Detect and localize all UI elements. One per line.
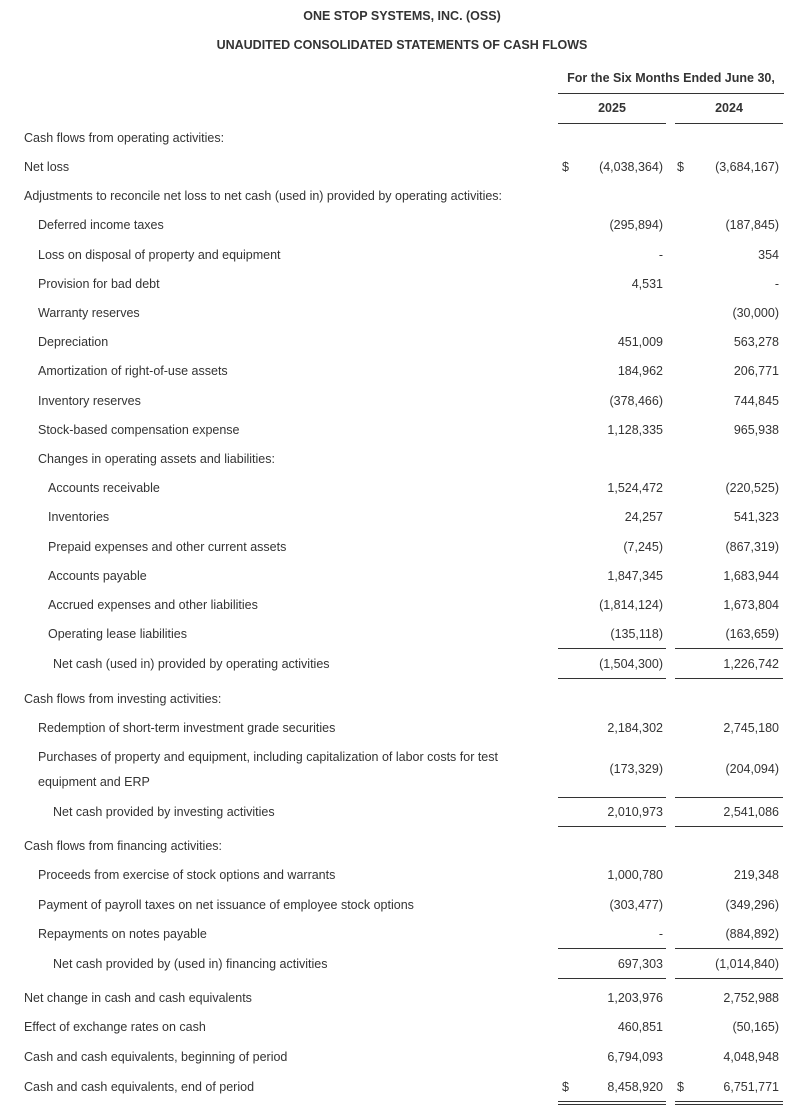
row-label: Net loss xyxy=(24,160,70,174)
row-label: Effect of exchange rates on cash xyxy=(24,1020,206,1034)
value-2025: 1,524,472 xyxy=(607,481,663,495)
value-2024: (50,165) xyxy=(732,1020,779,1034)
table-row xyxy=(0,895,794,915)
value-2025: 1,000,780 xyxy=(607,868,663,882)
table-row xyxy=(0,478,794,498)
value-2025: (303,477) xyxy=(609,898,663,912)
value-2025: - xyxy=(658,927,663,941)
table-row xyxy=(0,802,794,822)
row-label: Net cash (used in) provided by operating activities xyxy=(53,657,330,671)
currency-symbol: $ xyxy=(677,160,684,174)
table-row xyxy=(0,1047,794,1067)
row-label: Proceeds from exercise of stock options and warrants xyxy=(38,868,336,882)
value-2025: 1,128,335 xyxy=(607,423,663,437)
row-label: Changes in operating assets and liabilities: xyxy=(38,452,275,466)
table-row xyxy=(0,274,794,294)
subtotal-rule xyxy=(558,797,666,798)
value-2024: 2,745,180 xyxy=(723,721,779,735)
table-row xyxy=(0,537,794,557)
value-2024: (1,014,840) xyxy=(715,957,779,971)
table-row xyxy=(0,332,794,352)
value-2025: (1,814,124) xyxy=(599,598,663,612)
grand-total-rule xyxy=(675,1101,783,1102)
table-row xyxy=(0,449,794,469)
value-2024: 1,683,944 xyxy=(723,569,779,583)
value-2024: (884,892) xyxy=(725,927,779,941)
value-2024: (163,659) xyxy=(725,627,779,641)
table-row xyxy=(0,954,794,974)
value-2024: - xyxy=(774,277,779,291)
value-2024: 563,278 xyxy=(733,335,779,349)
value-2025: 8,458,920 xyxy=(607,1080,663,1094)
table-row xyxy=(0,924,794,944)
currency-symbol: $ xyxy=(562,160,569,174)
currency-symbol: $ xyxy=(677,1080,684,1094)
row-label: Inventories xyxy=(48,510,110,524)
period-header: For the Six Months Ended June 30, xyxy=(567,71,775,85)
row-label: Loss on disposal of property and equipment xyxy=(38,248,281,262)
column-header-2024: 2024 xyxy=(715,101,743,115)
company-name: ONE STOP SYSTEMS, INC. (OSS) xyxy=(303,9,501,23)
value-2024: (30,000) xyxy=(732,306,779,320)
value-2024: 1,226,742 xyxy=(723,657,779,671)
value-2025: (135,118) xyxy=(610,627,663,641)
value-2024: 541,323 xyxy=(733,510,779,524)
value-2024: (187,845) xyxy=(725,218,779,232)
row-label: Accounts payable xyxy=(48,569,147,583)
row-label: Adjustments to reconcile net loss to net cash (used in) provided by operating activities: xyxy=(24,189,503,203)
row-label: Net change in cash and cash equivalents xyxy=(24,991,252,1005)
value-2024: 206,771 xyxy=(733,364,779,378)
row-label: Redemption of short-term investment grade securities xyxy=(38,721,336,735)
table-row xyxy=(0,157,794,177)
total-rule xyxy=(675,978,783,979)
row-label: Accrued expenses and other liabilities xyxy=(48,598,258,612)
table-row xyxy=(0,361,794,381)
value-2024: 4,048,948 xyxy=(723,1050,779,1064)
value-2025: (295,894) xyxy=(609,218,663,232)
value-2025: 460,851 xyxy=(617,1020,663,1034)
table-row xyxy=(0,1017,794,1037)
table-row xyxy=(0,128,794,148)
value-2025: 6,794,093 xyxy=(607,1050,663,1064)
table-row xyxy=(0,245,794,265)
subtotal-rule xyxy=(558,948,666,949)
value-2024: 219,348 xyxy=(733,868,779,882)
row-label: Deferred income taxes xyxy=(38,218,164,232)
grand-total-rule xyxy=(558,1104,666,1105)
grand-total-rule xyxy=(558,1101,666,1102)
row-label: Depreciation xyxy=(38,335,109,349)
table-row xyxy=(0,654,794,674)
row-label: Cash flows from operating activities: xyxy=(24,131,225,145)
table-row xyxy=(0,1077,794,1097)
table-row xyxy=(0,718,794,738)
table-row xyxy=(0,865,794,885)
value-2024: (867,319) xyxy=(725,540,779,554)
row-label: Repayments on notes payable xyxy=(38,927,207,941)
row-label: Stock-based compensation expense xyxy=(38,423,240,437)
value-2024: 744,845 xyxy=(733,394,779,408)
row-label-continued: equipment and ERP xyxy=(38,775,150,789)
row-label: Net cash provided by investing activities xyxy=(53,805,275,819)
row-label: Net cash provided by (used in) financing activities xyxy=(53,957,328,971)
table-row xyxy=(0,303,794,323)
table-row xyxy=(0,420,794,440)
table-row xyxy=(0,624,794,644)
header-rule xyxy=(558,93,784,94)
row-label: Warranty reserves xyxy=(38,306,140,320)
table-row xyxy=(0,988,794,1008)
row-label: Cash flows from financing activities: xyxy=(24,839,222,853)
value-2025: 697,303 xyxy=(617,957,663,971)
total-rule xyxy=(675,826,783,827)
value-2025: (378,466) xyxy=(609,394,663,408)
total-rule xyxy=(558,978,666,979)
value-2025: 24,257 xyxy=(624,510,663,524)
row-label: Inventory reserves xyxy=(38,394,141,408)
row-label: Cash and cash equivalents, beginning of period xyxy=(24,1050,288,1064)
column-rule-2024 xyxy=(675,123,783,124)
column-header-2025: 2025 xyxy=(598,101,626,115)
subtotal-rule xyxy=(675,648,783,649)
row-label: Amortization of right-of-use assets xyxy=(38,364,228,378)
value-2025: 184,962 xyxy=(617,364,663,378)
value-2025: - xyxy=(658,248,663,262)
value-2025: (173,329) xyxy=(609,762,663,776)
total-rule xyxy=(675,678,783,679)
value-2024: (220,525) xyxy=(725,481,779,495)
table-row xyxy=(0,566,794,586)
value-2024: 2,752,988 xyxy=(723,991,779,1005)
value-2024: 965,938 xyxy=(733,423,779,437)
table-row xyxy=(0,391,794,411)
statement-title: UNAUDITED CONSOLIDATED STATEMENTS OF CASH FLOWS xyxy=(216,38,588,52)
row-label: Purchases of property and equipment, including capitalization of labor costs for test xyxy=(38,750,498,764)
row-label: Operating lease liabilities xyxy=(48,627,187,641)
value-2025: 451,009 xyxy=(617,335,663,349)
table-row xyxy=(0,836,794,856)
subtotal-rule xyxy=(675,797,783,798)
value-2025: (4,038,364) xyxy=(599,160,663,174)
row-label: Cash and cash equivalents, end of period xyxy=(24,1080,255,1094)
value-2024: (3,684,167) xyxy=(715,160,779,174)
table-row xyxy=(0,689,794,709)
column-rule-2025 xyxy=(558,123,666,124)
total-rule xyxy=(558,826,666,827)
value-2024: 6,751,771 xyxy=(723,1080,779,1094)
value-2025: 2,184,302 xyxy=(607,721,663,735)
row-label: Provision for bad debt xyxy=(38,277,160,291)
value-2025: 2,010,973 xyxy=(607,805,663,819)
table-row xyxy=(0,186,794,206)
value-2025: 1,203,976 xyxy=(607,991,663,1005)
table-row xyxy=(0,215,794,235)
value-2025: 4,531 xyxy=(631,277,663,291)
value-2024: 1,673,804 xyxy=(723,598,779,612)
subtotal-rule xyxy=(675,948,783,949)
value-2024: 2,541,086 xyxy=(723,805,779,819)
value-2025: (1,504,300) xyxy=(599,657,663,671)
value-2025: 1,847,345 xyxy=(607,569,663,583)
value-2024: (204,094) xyxy=(725,762,779,776)
table-row xyxy=(0,507,794,527)
row-label: Accounts receivable xyxy=(48,481,160,495)
table-row xyxy=(0,595,794,615)
value-2024: (349,296) xyxy=(725,898,779,912)
row-label: Cash flows from investing activities: xyxy=(24,692,222,706)
row-label: Prepaid expenses and other current assets xyxy=(48,540,287,554)
subtotal-rule xyxy=(558,648,666,649)
value-2025: (7,245) xyxy=(623,540,663,554)
grand-total-rule xyxy=(675,1104,783,1105)
currency-symbol: $ xyxy=(562,1080,569,1094)
row-label: Payment of payroll taxes on net issuance of employee stock options xyxy=(38,898,414,912)
table-row xyxy=(0,745,794,795)
value-2024: 354 xyxy=(758,248,779,262)
total-rule xyxy=(558,678,666,679)
